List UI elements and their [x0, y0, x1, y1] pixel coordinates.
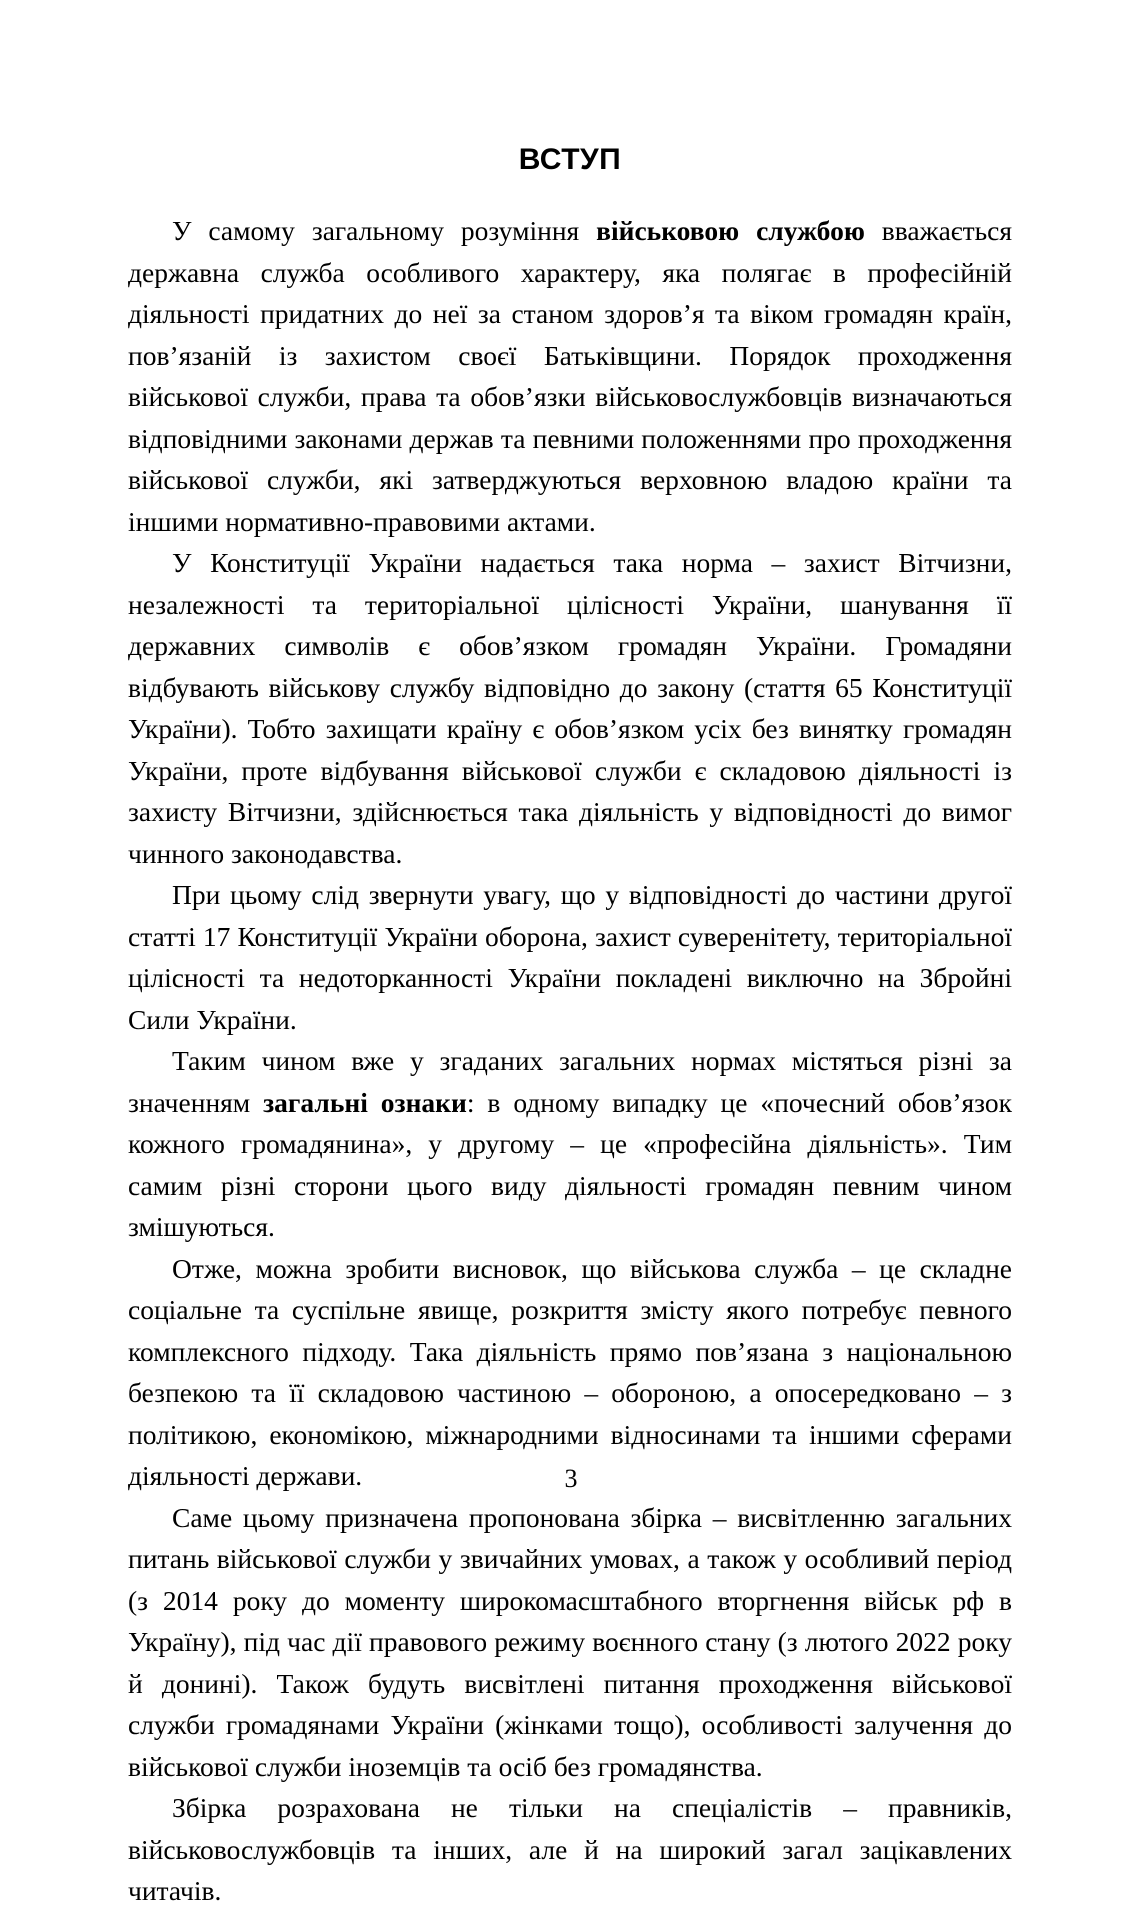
paragraph — [128, 1787, 1012, 1912]
page-title: ВСТУП — [518, 143, 622, 176]
paragraph — [128, 542, 1012, 874]
text-run: вважається державна служба особливого характеру, яка полягає в професійній діяльності придатних до неї за станом здоров’я та віком громадян країн, пов’язаній із захистом своєї Батьківщини. Порядок проходження військової служби, права та обов’язки військовослужбовців визначаються відповідними законами держав та певними положеннями про проходження військової служби, які затверджуються верховною владою країни та іншими нормативно-правовими актами. — [128, 215, 1012, 537]
paragraph — [128, 1497, 1012, 1788]
text-run: У Конституції України надається така норма – захист Вітчизни, незалежності та територіальної цілісності України, шанування її державних символів є обов’язком громадян України. Громадяни відбувають військову службу відповідно до закону (стаття 65 Конституції України). Тобто захищати країну є обов’язком усіх без винятку громадян України, проте відбування військової служби є складовою діяльності із захисту Вітчизни, здійснюється така діяльність у відповідності до вимог чинного законодавства. — [128, 547, 1012, 869]
text-run: Саме цьому призначена пропонована збірка – висвітленню загальних питань військової служби у звичайних умовах, а також у особливий період (з 2014 року до моменту широкомасштабного вторгнення військ рф в Україну), під час дії правового режиму воєнного стану (з лютого 2022 року й донині). Також будуть висвітлені питання проходження військової служби громадянами України (жінками тощо), особливості залучення до військової служби іноземців та осіб без громадянства. — [128, 1501, 1012, 1782]
paragraph — [128, 874, 1012, 1040]
emphasis-text: військовою службою — [596, 215, 865, 246]
text-run: Збірка розрахована не тільки на спеціалістів – правників, військовослужбовців та інших, але й на широкий загал зацікавлених читачів. — [128, 1792, 1012, 1906]
paragraph — [128, 1248, 1012, 1497]
text-run: : в одному випадку це «почесний обов’язок кожного громадянина», у другому – це «професійна діяльність». Тим самим різні сторони цього виду діяльності громадян певним чином змішуються. — [128, 1086, 1012, 1242]
text-run: Отже, можна зробити висновок, що військова служба – це складне соціальне та суспільне явище, розкриття змісту якого потребує певного комплексного підходу. Така діяльність прямо пов’язана з національною безпекою та її складовою частиною – обороною, а опосередковано – з політикою, економікою, міжнародними відносинами та іншими сферами діяльності держави. — [128, 1252, 1012, 1491]
paragraph — [128, 1040, 1012, 1248]
text-run: При цьому слід звернути увагу, що у відповідності до частини другої статті 17 Конституції України оборона, захист суверенітету, територіальної цілісності та недоторканності України покладені виключно на Збройні Сили України. — [128, 879, 1012, 1035]
text-run: Таким чином вже у згаданих загальних нормах містяться різні за значенням — [128, 1045, 1012, 1118]
page-content — [128, 143, 1012, 1912]
emphasis-text: загальні ознаки — [263, 1086, 467, 1118]
body-text-block — [128, 210, 1012, 1912]
text-run: У самому загальному розуміння — [172, 215, 597, 246]
paragraph — [128, 210, 1012, 542]
page-number: 3 — [564, 1464, 578, 1493]
